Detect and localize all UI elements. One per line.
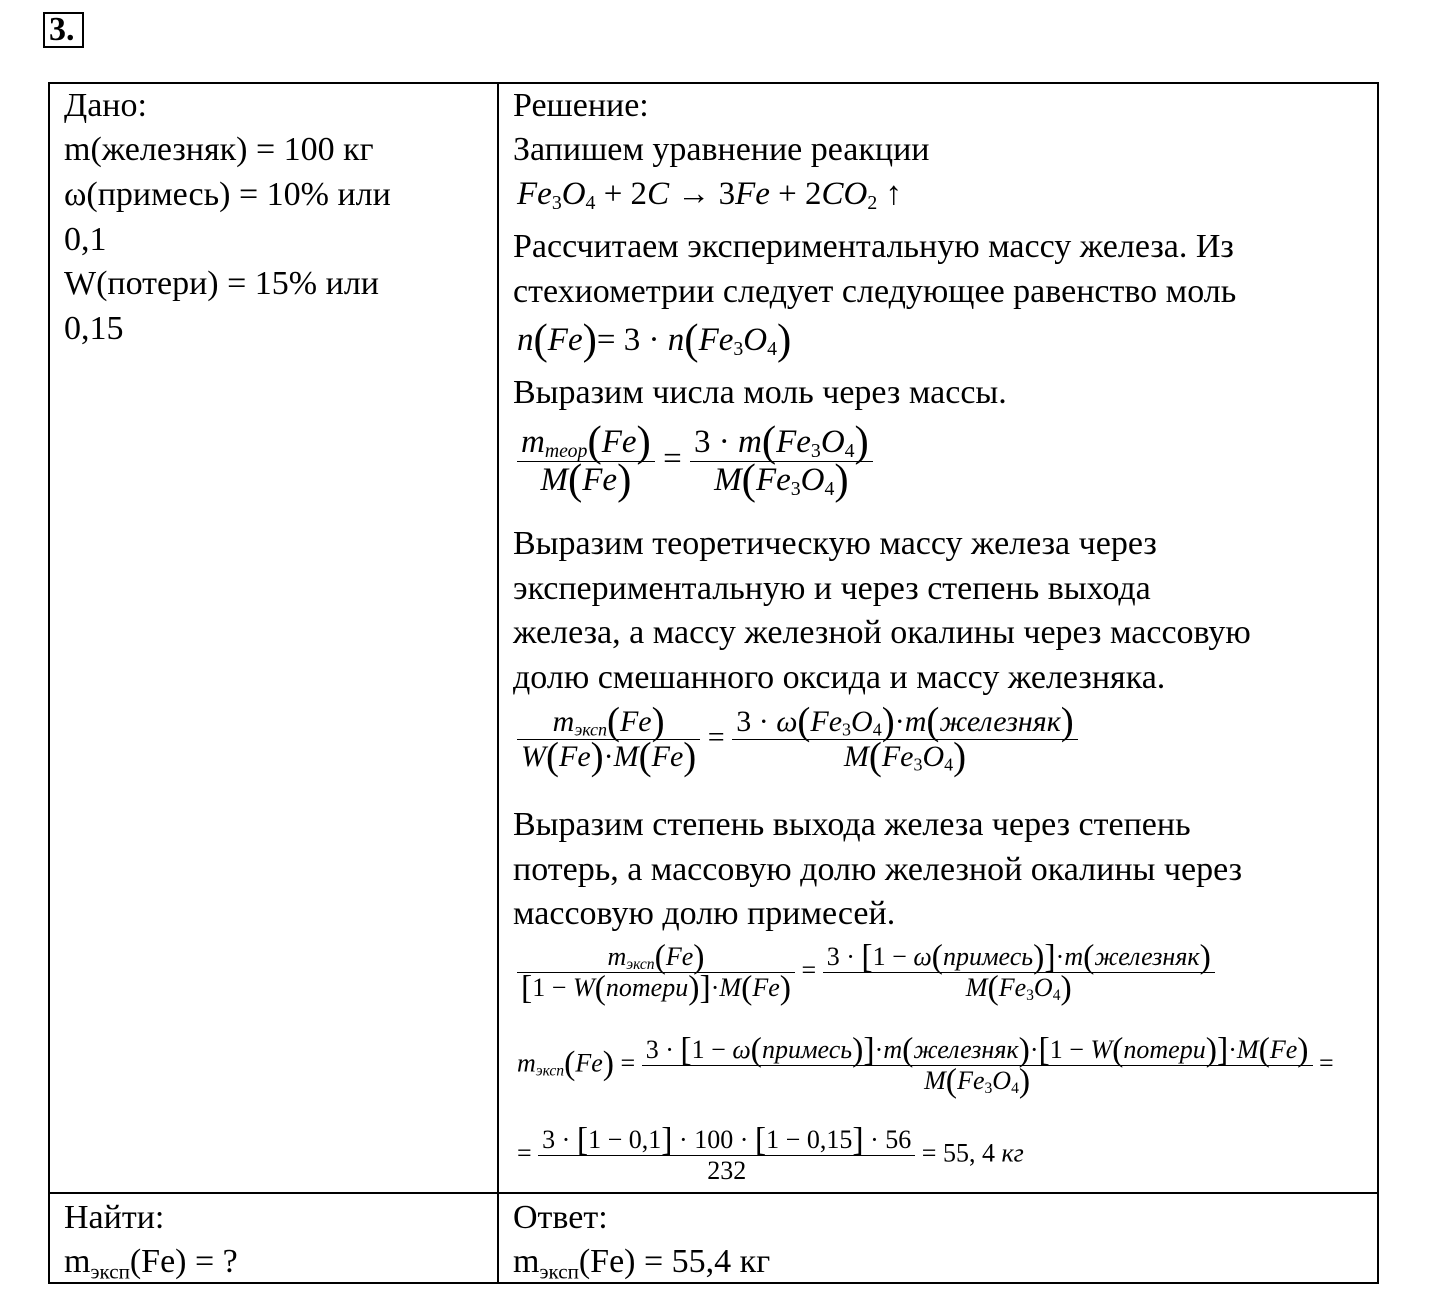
- omega-value: 0,1: [628, 1125, 662, 1154]
- solution-text: Запишем уравнение реакции: [513, 131, 930, 168]
- given-heading: Дано:: [64, 87, 147, 124]
- given-line: 0,15: [64, 310, 124, 347]
- expression-formula: $m_{эксп}(Fe)$ = $\frac{\text{3 · [1 − ω(примесь)]·m(железняк)·[1 − W(потери)]·M(Fe)}}{M(Fe_3O_4)}$ =: [517, 1031, 1334, 1100]
- solution-text: стехиометрии следует следующее равенство моль: [513, 273, 1237, 310]
- molar-mass-fe3o4: 232: [707, 1156, 747, 1185]
- solution-text: железа, а массу железной окалины через массовую: [513, 614, 1251, 651]
- coef-value: 3: [542, 1125, 556, 1154]
- column-divider: [497, 82, 499, 1284]
- numeric-formula: = $\frac{3 \cdot [1 - 0,1] \cdot 100 \cdot [1 - 0,15] \cdot 56}{232}$ = 55, 4 кг: [517, 1121, 1024, 1185]
- find-subscript: эксп: [90, 1259, 130, 1284]
- find-heading: Найти:: [64, 1199, 165, 1236]
- answer-rest: (Fe) = 55,4 кг: [578, 1243, 771, 1280]
- yield-formula: $\frac{m_{эксп}(Fe)}{W(Fe)\cdot M(Fe)}$ = $\frac{3 \cdot \omega(Fe_3O_4)\cdot m(железняк)}{M(Fe_3O_4)}$: [517, 705, 1078, 774]
- mass-ratio-formula: $\frac{m_{теор}(Fe)}{M(Fe)}$ = $\frac{3 \cdot m(Fe_3O_4)}{M(Fe_3O_4)}$: [517, 424, 873, 499]
- loss-value: 0,15: [806, 1125, 853, 1154]
- given-line: W(потери) = 15% или: [64, 265, 379, 302]
- result-value: 55, 4: [942, 1138, 995, 1168]
- solution-text: долю смешанного оксида и массу железняка.: [513, 659, 1166, 696]
- answer-symbol: m: [513, 1243, 540, 1280]
- solution-text: потерь, а массовую долю железной окалины через: [513, 851, 1243, 888]
- result-unit: кг: [1001, 1138, 1024, 1168]
- molar-mass-fe: 56: [885, 1125, 912, 1154]
- solution-text: Выразим степень выхода железа через степень: [513, 806, 1191, 843]
- row-divider: [48, 1192, 1379, 1194]
- mole-equality: $n(Fe)= 3 \cdot n(Fe_3O_4)$: [517, 316, 792, 364]
- solution-text: Выразим теоретическую массу железа через: [513, 525, 1157, 562]
- answer-subscript: эксп: [539, 1259, 579, 1284]
- solution-text: Выразим числа моль через массы.: [513, 374, 1007, 411]
- solution-text: Рассчитаем экспериментальную массу железа. Из: [513, 228, 1234, 265]
- loss-formula: $\frac{m_{эксп}(Fe)}{\text{[1 − W(потери)]·M(Fe)}}$ = $\frac{\text{3 · [1 − ω(примесь)]·m(железняк)}}{M(Fe_3O_4)}$: [517, 942, 1215, 1003]
- answer-heading: Ответ:: [513, 1199, 608, 1236]
- solution-text: экспериментальную и через степень выхода: [513, 570, 1151, 607]
- given-line: m(железняк) = 100 кг: [64, 131, 374, 168]
- solution-text: массовую долю примесей.: [513, 895, 896, 932]
- given-line: 0,1: [64, 221, 107, 258]
- mass-value: 100: [694, 1125, 734, 1154]
- problem-number: 3.: [43, 12, 84, 48]
- find-value: [64, 1240, 238, 1284]
- given-line: ω(примесь) = 10% или: [64, 176, 391, 213]
- reaction-equation: $Fe_3O_4 + 2C \to 3Fe + 2CO_2$ ↑: [517, 176, 902, 214]
- find-symbol: m: [64, 1243, 91, 1280]
- answer-value: [513, 1240, 770, 1284]
- solution-heading: Решение:: [513, 87, 649, 124]
- find-rest: (Fe) = ?: [129, 1243, 238, 1280]
